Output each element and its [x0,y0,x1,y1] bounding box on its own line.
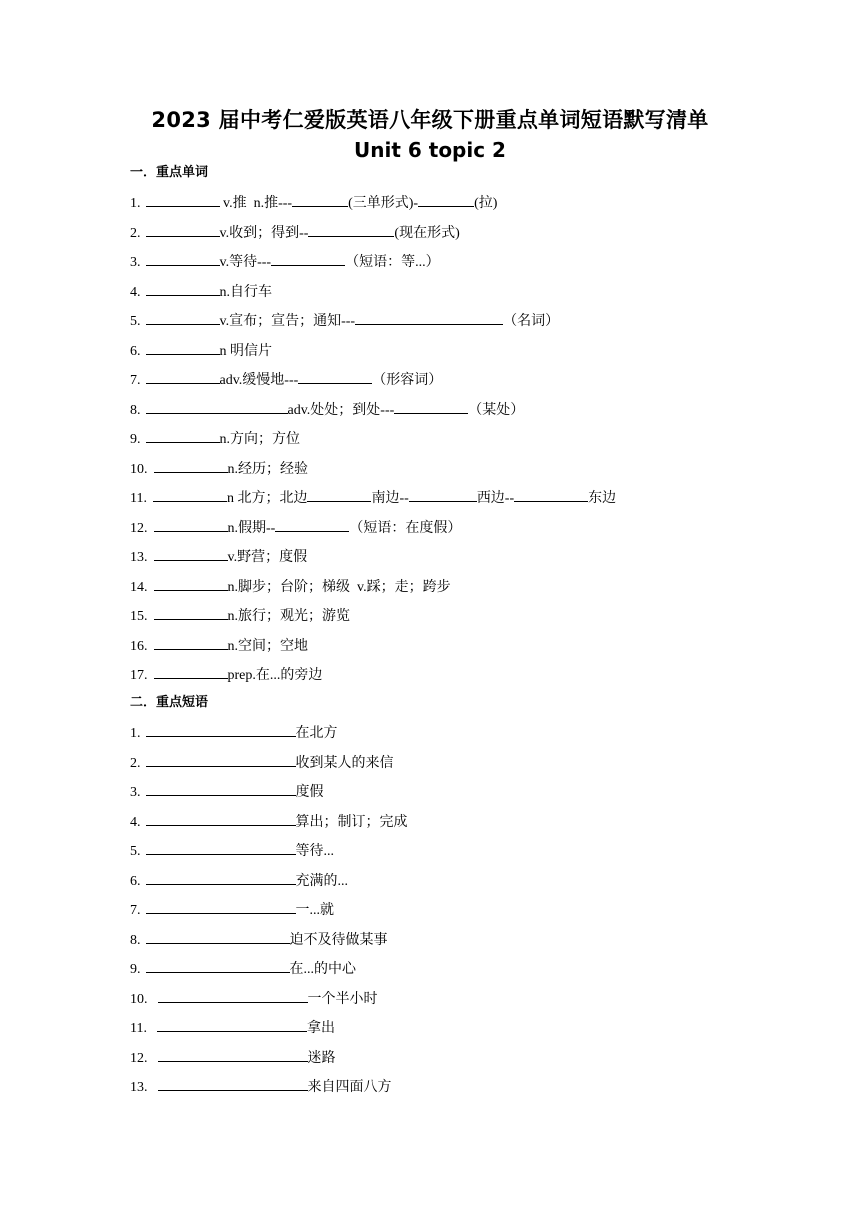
answer-blank[interactable] [154,575,228,591]
answer-blank[interactable] [154,545,228,561]
phrase-meaning: 一...就 [295,903,334,918]
item-number: 1. [130,726,141,741]
answer-blank[interactable] [153,486,227,502]
answer-blank[interactable] [146,398,288,414]
word-definition: v.等待--- [219,255,272,270]
item-number: 11. [130,491,147,506]
item-number: 2. [130,755,141,771]
answer-blank[interactable] [418,191,474,207]
word-item [130,398,524,420]
phrase-item [130,839,334,861]
word-definition: n.自行车 [219,284,272,300]
item-number: 2. [130,225,141,241]
word-item [130,427,300,449]
phrase-meaning: 迷路 [307,1050,336,1066]
word-definition: v.宣布；宣告；通知--- [219,314,356,329]
answer-blank[interactable] [146,810,296,826]
item-number: 11. [130,1021,147,1036]
item-number: 7. [130,373,141,388]
word-item [130,545,307,567]
word-definition: 东边 [588,491,617,506]
phrase-item [130,898,334,920]
answer-blank[interactable] [275,516,349,532]
phrase-meaning: 度假 [295,785,324,800]
item-number: 14. [130,579,148,595]
phrase-meaning: 充满的... [295,873,348,889]
item-number: 12. [130,1050,148,1066]
phrase-item [130,928,388,950]
answer-blank[interactable] [307,486,371,502]
word-definition: n.空间；空地 [227,638,308,654]
phrase-meaning: 算出；制订；完成 [295,814,408,830]
answer-blank[interactable] [146,221,220,237]
word-item [130,516,461,538]
phrase-item [130,987,378,1009]
answer-blank[interactable] [394,398,468,414]
word-item [130,221,460,243]
document-subtitle: Unit 6 topic 2 [354,138,506,162]
word-definition: n.脚步；台阶；梯级 v.踩；走；跨步 [227,579,451,595]
word-definition: n.假期-- [227,520,276,536]
word-definition: 西边-- [476,491,515,506]
answer-blank[interactable] [146,339,220,355]
answer-blank[interactable] [514,486,588,502]
phrase-item [130,957,356,979]
answer-blank[interactable] [154,663,228,679]
item-number: 12. [130,520,148,536]
item-number: 13. [130,550,148,565]
word-item [130,309,559,331]
answer-blank[interactable] [146,721,296,737]
word-definition: 南边-- [371,491,409,506]
answer-blank[interactable] [146,280,220,296]
word-definition: （形容词） [372,373,443,388]
word-item [130,280,272,302]
word-definition: v.野营；度假 [227,550,308,565]
phrase-item [130,1046,336,1068]
word-definition: n.旅行；观光；游览 [227,609,350,624]
section-heading-phrases: 二．重点短语 [130,695,209,710]
answer-blank[interactable] [154,634,228,650]
item-number: 17. [130,668,148,683]
item-number: 9. [130,962,141,977]
item-number: 10. [130,461,148,477]
word-definition: (三单形式)- [348,196,419,211]
word-definition: (拉) [474,196,498,211]
phrase-meaning: 来自四面八方 [307,1080,392,1095]
answer-blank[interactable] [158,1046,308,1062]
answer-blank[interactable] [298,368,372,384]
item-number: 1. [130,196,141,211]
item-number: 4. [130,814,141,830]
phrase-item [130,780,324,802]
item-number: 3. [130,785,141,800]
answer-blank[interactable] [146,957,290,973]
answer-blank[interactable] [157,1016,307,1032]
item-number: 10. [130,991,148,1007]
word-definition: v.推 n.推--- [219,196,293,211]
phrase-meaning: 一个半小时 [307,991,378,1007]
item-number: 6. [130,873,141,889]
phrase-item [130,721,338,743]
answer-blank[interactable] [271,250,345,266]
answer-blank[interactable] [146,250,220,266]
word-definition: adv.处处；到处--- [287,402,395,418]
word-item [130,634,308,656]
answer-blank[interactable] [146,928,290,944]
answer-blank[interactable] [292,191,348,207]
item-number: 7. [130,903,141,918]
answer-blank[interactable] [146,191,220,207]
item-number: 16. [130,638,148,654]
word-definition: n.方向；方位 [219,432,300,447]
answer-blank[interactable] [158,987,308,1003]
answer-blank[interactable] [409,486,477,502]
answer-blank[interactable] [146,780,296,796]
item-number: 8. [130,402,141,418]
answer-blank[interactable] [154,457,228,473]
word-item [130,191,497,213]
word-definition: n 北方；北边 [226,491,308,506]
phrase-item [130,869,348,891]
phrase-meaning: 迫不及待做某事 [289,932,388,948]
item-number: 4. [130,284,141,300]
item-number: 5. [130,844,141,859]
phrase-meaning: 在...的中心 [289,962,356,977]
word-definition: n.经历；经验 [227,461,308,477]
phrase-meaning: 拿出 [306,1021,335,1036]
word-definition: v.收到；得到-- [219,225,309,241]
phrase-meaning: 等待... [295,844,334,859]
item-number: 9. [130,432,141,447]
answer-blank[interactable] [158,1075,308,1091]
word-definition: （某处） [468,402,525,418]
word-item [130,604,350,626]
answer-blank[interactable] [146,869,296,885]
word-definition: （短语：在度假） [349,520,462,536]
item-number: 3. [130,255,141,270]
answer-blank[interactable] [355,309,503,325]
answer-blank[interactable] [146,839,296,855]
phrase-meaning: 收到某人的来信 [295,755,394,771]
answer-blank[interactable] [146,368,220,384]
phrase-item [130,751,394,773]
word-item [130,663,322,685]
answer-blank[interactable] [146,751,296,767]
item-number: 15. [130,609,148,624]
phrase-meaning: 在北方 [295,726,338,741]
section-heading-words: 一．重点单词 [130,165,209,180]
word-item [130,368,442,390]
answer-blank[interactable] [154,604,228,620]
word-definition: n 明信片 [219,343,272,359]
document-title: 2023 届中考仁爱版英语八年级下册重点单词短语默写清单 [151,108,709,132]
item-number: 8. [130,932,141,948]
word-definition: （名词） [503,314,560,329]
word-definition: (现在形式) [394,225,460,241]
word-definition: adv.缓慢地--- [219,373,299,388]
word-definition: （短语：等...） [345,255,440,270]
word-item [130,250,440,272]
phrase-item [130,1075,392,1097]
phrase-item [130,810,408,832]
word-item [130,339,272,361]
answer-blank[interactable] [146,427,220,443]
item-number: 5. [130,314,141,329]
answer-blank[interactable] [308,221,394,237]
answer-blank[interactable] [146,309,220,325]
item-number: 6. [130,343,141,359]
item-number: 13. [130,1080,148,1095]
word-item [130,575,451,597]
word-item [130,457,308,479]
answer-blank[interactable] [154,516,228,532]
answer-blank[interactable] [146,898,296,914]
word-item [130,486,616,508]
phrase-item [130,1016,335,1038]
word-definition: prep.在...的旁边 [227,668,323,683]
